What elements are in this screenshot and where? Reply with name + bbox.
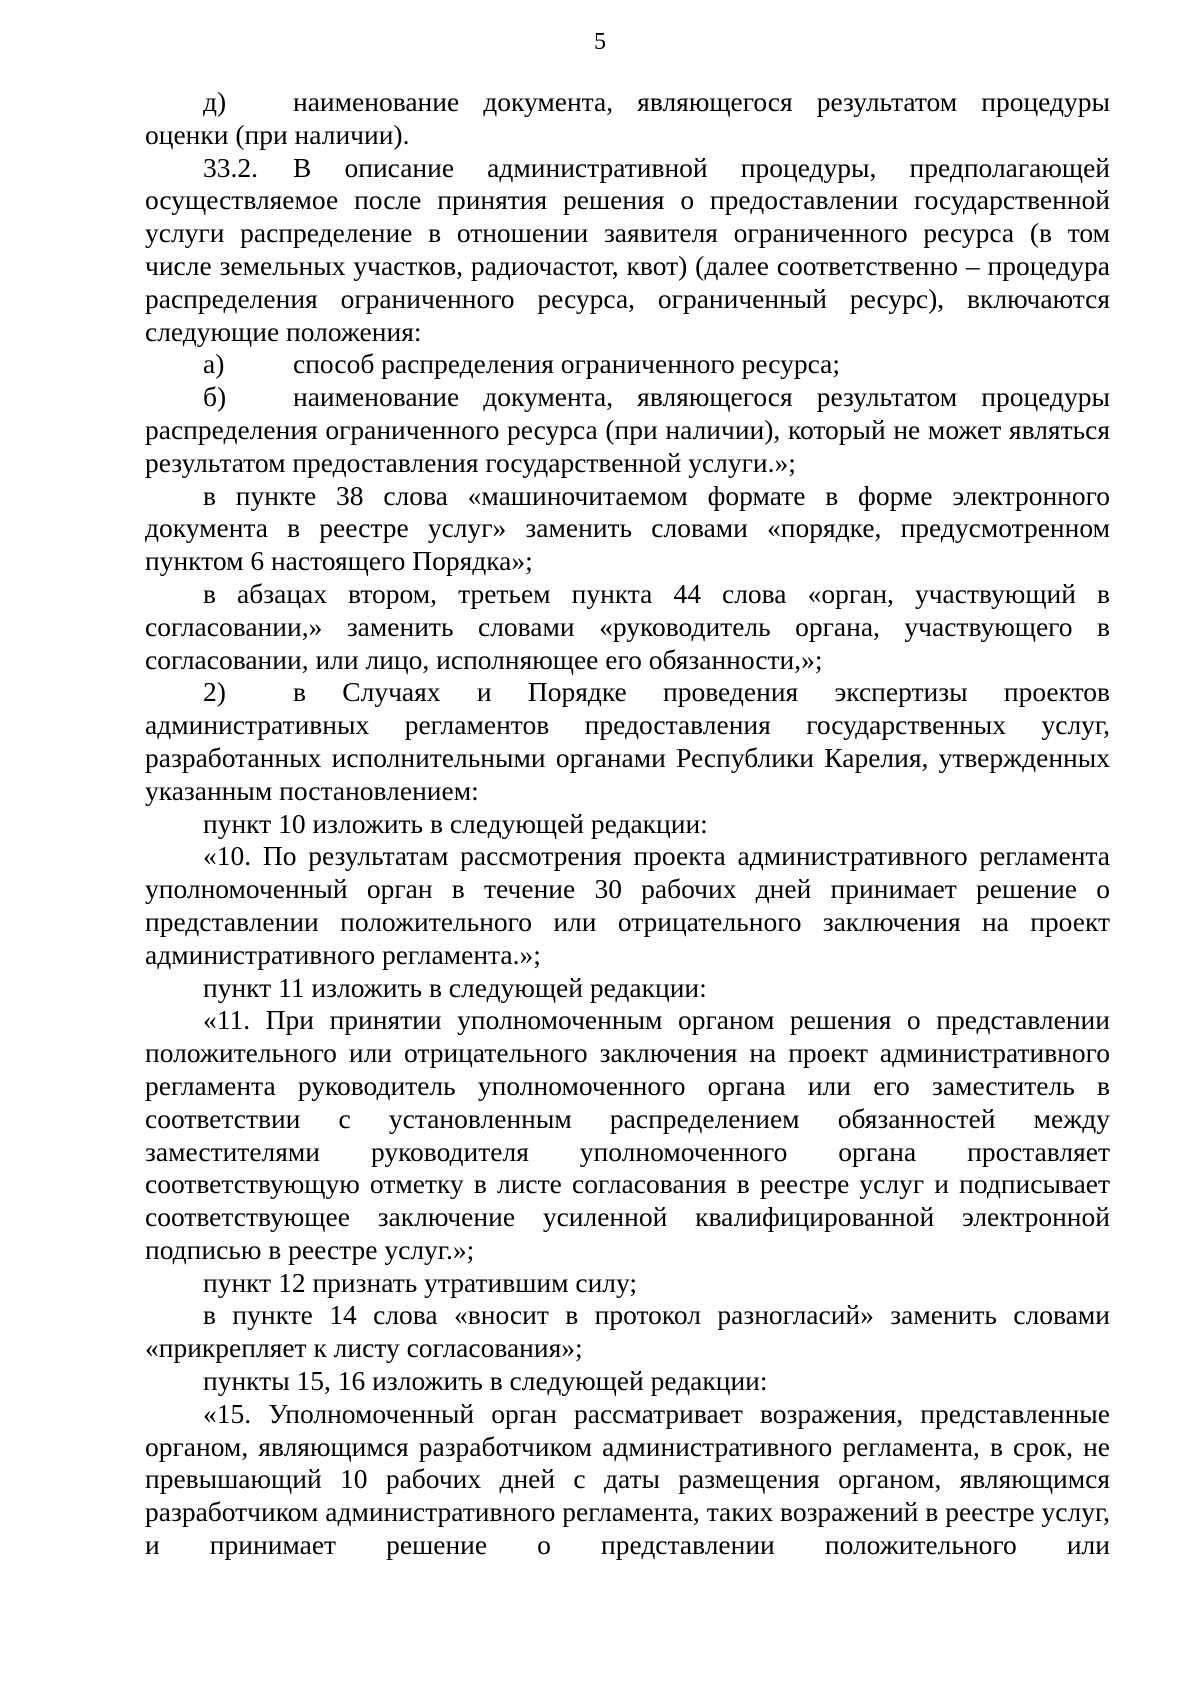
list-paragraph bbox=[145, 381, 1110, 414]
list-first-line: наименование документа, являющегося результатом процедуры bbox=[293, 86, 1110, 117]
document-body bbox=[145, 86, 1110, 1562]
paragraph: пункты 15, 16 изложить в следующей редакции: bbox=[203, 1365, 768, 1397]
paragraph: пункт 12 признать утратившим силу; bbox=[203, 1266, 638, 1298]
paragraph: в пункте 14 слова «вносит в протокол разногласий» заменить словами «прикрепляет к листу согласования»; bbox=[145, 1299, 1110, 1364]
list-paragraph bbox=[145, 152, 1110, 185]
list-continuation: распределения ограниченного ресурса (при наличии), который не может являться результатом предоставления государственной услуги.»; bbox=[145, 413, 1110, 478]
paragraph: в пункте 38 слова «машиночитаемом формате в форме электронного документа в реестре услуг» заменить словами «порядке, предусмотренном пунктом 6 настоящего Порядка»; bbox=[145, 479, 1110, 577]
list-paragraph bbox=[145, 348, 1110, 381]
paragraph: пункт 11 изложить в следующей редакции: bbox=[203, 971, 707, 1003]
list-marker: б) bbox=[203, 381, 227, 413]
list-continuation: осуществляемое после принятия решения о предоставлении государственной услуги распределение в отношении заявителя ограниченного ресурса (в том числе земельных участков, радиочастот, квот) (далее соответственно – процедура распределения ограниченного ресурса, ограниченный ресурс), включаются следующие положения: bbox=[145, 184, 1110, 347]
paragraph: «10. По результатам рассмотрения проекта административного регламента уполномоченный орган в течение 30 рабочих дней принимает решение о представлении положительного или отрицательного заключения на проект административного регламента.»; bbox=[145, 840, 1110, 970]
list-paragraph bbox=[145, 676, 1110, 709]
list-first-line: наименование документа, являющегося результатом процедуры bbox=[293, 381, 1110, 413]
list-paragraph bbox=[145, 86, 1110, 119]
list-first-line: в Случаях и Порядке проведения экспертизы проектов bbox=[293, 676, 1110, 708]
list-marker: д) bbox=[203, 86, 227, 117]
page-number: 5 bbox=[594, 29, 606, 55]
list-marker: 33.2. bbox=[203, 151, 258, 183]
list-first-line: В описание административной процедуры, предполагающей bbox=[293, 151, 1110, 183]
list-marker: а) bbox=[203, 348, 225, 380]
paragraph: «11. При принятии уполномоченным органом решения о представлении положительного или отрицательного заключения на проект административного регламента руководитель уполномоченного органа или его заместитель в соответствии с установленным распределением обязанностей между заместителями руководителя уполномоченного органа проставляет соответствующую отметку в листе согласования в реестре услуг и подписывает соответствующее заключение усиленной квалифицированной электронной подписью в реестре услуг.»; bbox=[145, 1004, 1110, 1265]
paragraph: пункт 10 изложить в следующей редакции: bbox=[203, 807, 708, 839]
paragraph: «15. Уполномоченный орган рассматривает возражения, представленные органом, являющимся разработчиком административного регламента, в срок, не превышающий 10 рабочих дней с даты размещения органом, являющимся разработчиком административного регламента, таких возражений в реестре услуг, и принимает решение о представлении положительного или bbox=[145, 1397, 1110, 1561]
list-continuation: административных регламентов предоставления государственных услуг, разработанных исполнительными органами Республики Карелия, утвержденных указанным постановлением: bbox=[145, 709, 1110, 806]
list-first-line: способ распределения ограниченного ресурса; bbox=[293, 348, 840, 380]
list-continuation: оценки (при наличии). bbox=[145, 118, 410, 150]
list-marker: 2) bbox=[203, 676, 226, 708]
paragraph: в абзацах втором, третьем пункта 44 слова «орган, участвующий в согласовании,» заменить словами «руководитель органа, участвующего в согласовании, или лицо, исполняющее его обязанности,»; bbox=[145, 577, 1110, 675]
